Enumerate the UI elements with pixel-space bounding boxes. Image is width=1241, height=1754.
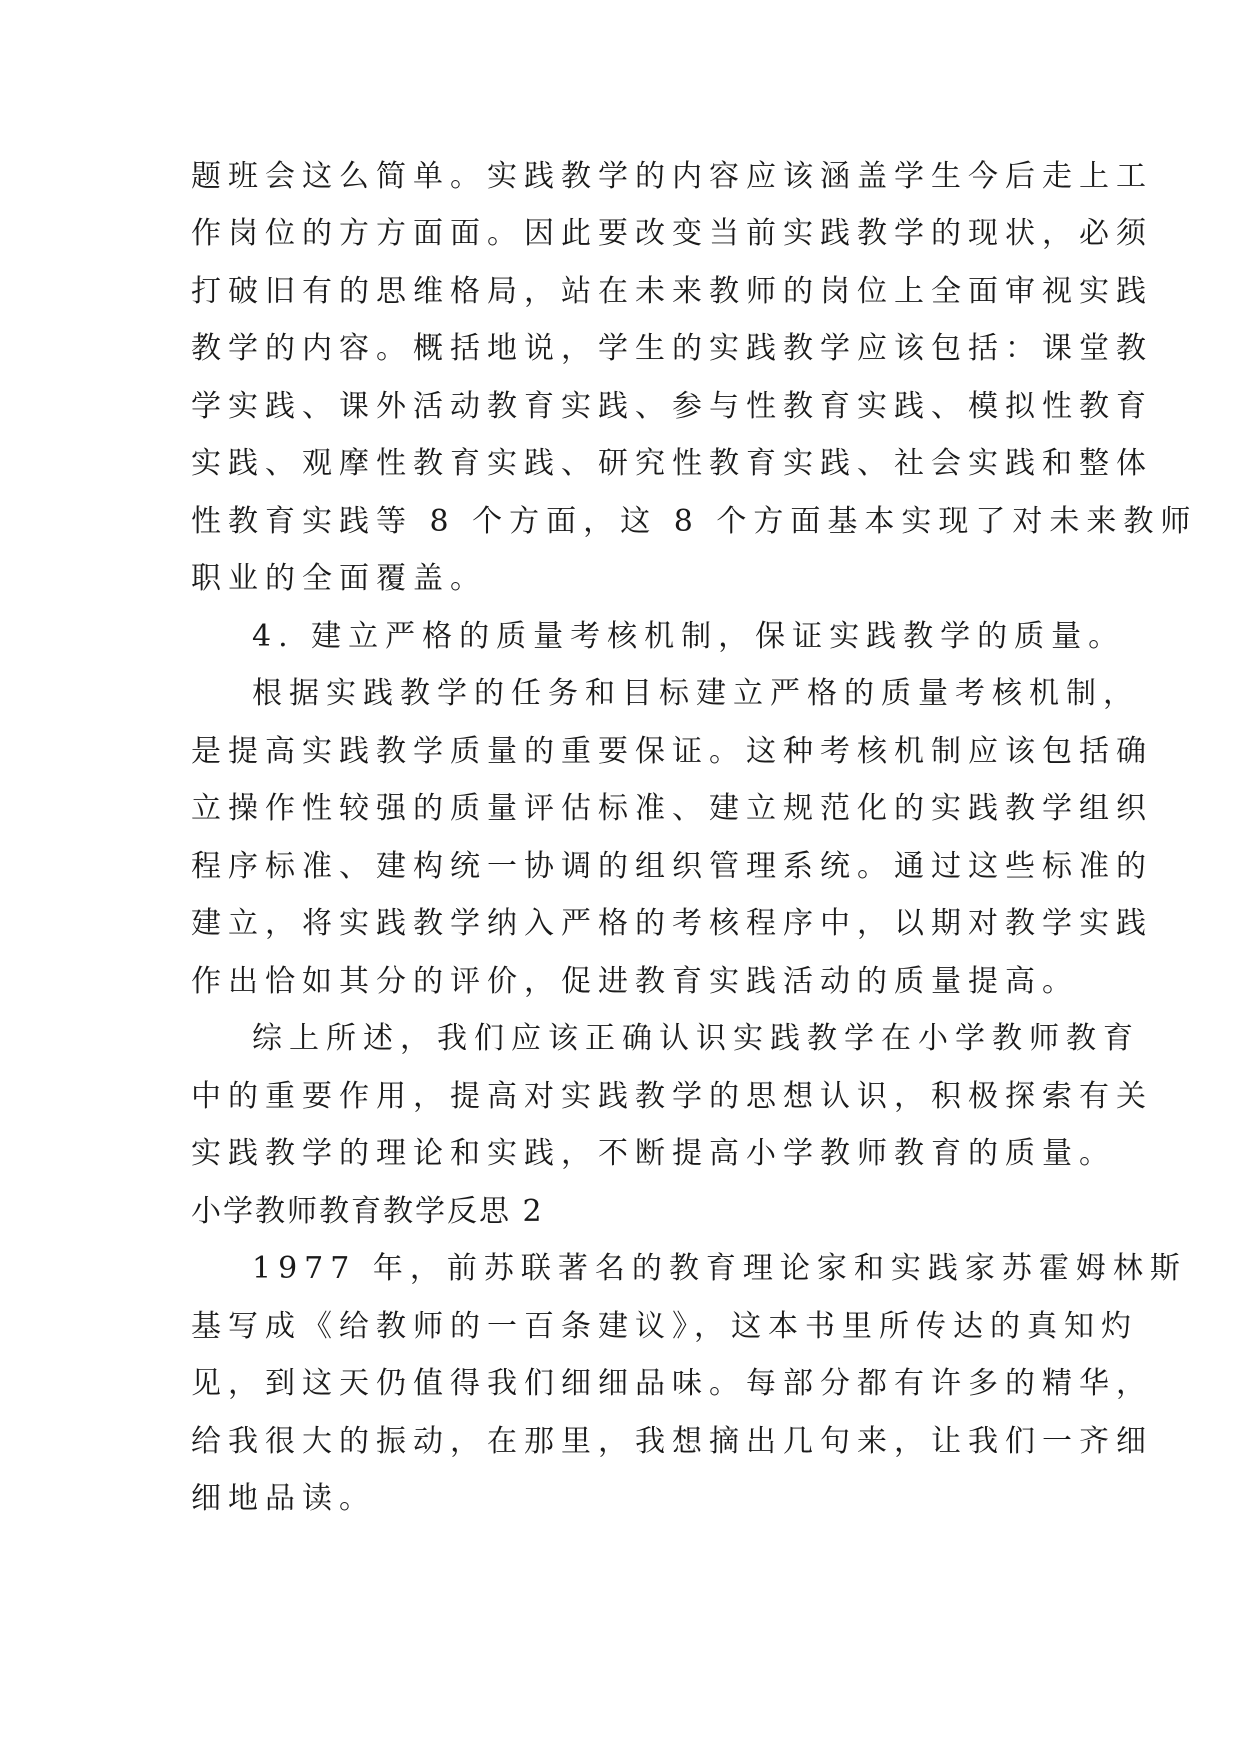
text-line: 作岗位的方方面面。因此要改变当前实践教学的现状，必须 <box>191 216 1153 251</box>
paragraph-start-line: 综上所述，我们应该正确认识实践教学在小学教师教育 <box>252 1021 1140 1056</box>
text-line: 建立，将实践教学纳入严格的考核程序中，以期对教学实践 <box>191 906 1153 941</box>
section-heading: 4. 建立严格的质量考核机制，保证实践教学的质量。 <box>252 619 1126 654</box>
paragraph-start-line: 1977 年，前苏联著名的教育理论家和实践家苏霍姆林斯 <box>252 1251 1187 1286</box>
text-line: 立操作性较强的质量评估标准、建立规范化的实践教学组织 <box>191 791 1153 826</box>
text-line: 细地品读。 <box>191 1481 376 1516</box>
text-line: 程序标准、建构统一协调的组织管理系统。通过这些标准的 <box>191 849 1153 884</box>
text-line: 中的重要作用，提高对实践教学的思想认识，积极探索有关 <box>191 1079 1153 1114</box>
text-line: 见，到这天仍值得我们细细品味。每部分都有许多的精华， <box>191 1366 1153 1401</box>
text-line: 给我很大的振动，在那里，我想摘出几句来，让我们一齐细 <box>191 1424 1153 1459</box>
text-line: 实践教学的理论和实践，不断提高小学教师教育的质量。 <box>191 1136 1116 1171</box>
text-line: 性教育实践等 8 个方面，这 8 个方面基本实现了对未来教师 <box>191 504 1198 539</box>
text-line: 实践、观摩性教育实践、研究性教育实践、社会实践和整体 <box>191 446 1153 481</box>
text-line: 作出恰如其分的评价，促进教育实践活动的质量提高。 <box>191 964 1079 999</box>
paragraph-start-line: 根据实践教学的任务和目标建立严格的质量考核机制， <box>252 676 1140 711</box>
text-line: 打破旧有的思维格局，站在未来教师的岗位上全面审视实践 <box>191 274 1153 309</box>
text-line: 是提高实践教学质量的重要保证。这种考核机制应该包括确 <box>191 734 1153 769</box>
text-line: 教学的内容。概括地说，学生的实践教学应该包括：课堂教 <box>191 331 1153 366</box>
text-line: 职业的全面覆盖。 <box>191 561 487 596</box>
text-line: 学实践、课外活动教育实践、参与性教育实践、模拟性教育 <box>191 389 1153 424</box>
text-line: 题班会这么简单。实践教学的内容应该涵盖学生今后走上工 <box>191 159 1153 194</box>
section-title: 小学教师教育教学反思 2 <box>191 1194 544 1229</box>
text-line: 基写成《给教师的一百条建议》，这本书里所传达的真知灼 <box>191 1309 1138 1344</box>
